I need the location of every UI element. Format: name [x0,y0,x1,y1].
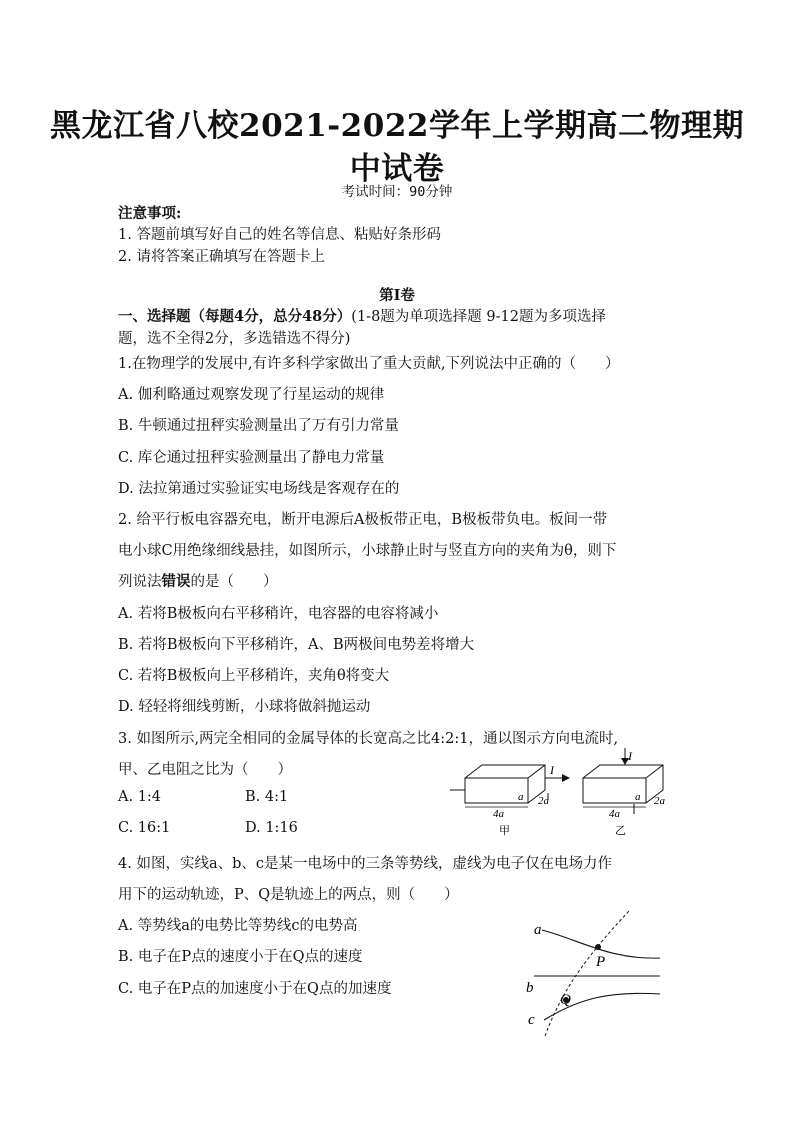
jia-label: 甲 [499,825,510,837]
q1-option-a: A. 伽利略通过观察发现了行星运动的规律 [118,387,385,403]
section-heading [118,305,606,326]
q3-stem-line2: 甲、乙电阻之比为（ ） [118,762,292,778]
q4-option-b: B. 电子在P点的速度小于在Q点的速度 [118,949,363,965]
q2-stem-post: 的是（ ） [190,574,278,590]
current-label: I [628,749,632,763]
page-title-line2: 中试卷 [349,151,445,187]
q2-option-a: A. 若将B极板向右平移稍许，电容器的电容将减小 [118,606,439,622]
q2-option-c: C. 若将B极板向上平移稍许，夹角θ将变大 [118,668,390,684]
label-p: P [596,954,606,970]
q4-option-a: A. 等势线a的电势比等势线c的电势高 [118,918,358,934]
q4-stem-line1: 4. 如图，实线a、b、c是某一电场中的三条等势线，虚线为电子仅在电场力作 [118,856,612,872]
length-label: 4a [609,808,620,820]
height-label: 2a [654,795,665,807]
note-item: 2. 请将答案正确填写在答题卡上 [118,249,325,265]
section-heading-line2: 题，选不全得2分，多选错选不得分) [118,331,351,347]
height-label: 2a [538,795,549,807]
q3-option-a: A. 1:4 [118,789,162,805]
trajectory [545,910,630,1036]
q1-option-b: B. 牛顿通过扭秤实验测量出了万有引力常量 [118,418,399,434]
q2-stem-line3 [118,570,278,591]
current-label: I [550,763,554,777]
q2-option-b: B. 若将B极板向下平移稍许，A、B两极间电势差将增大 [118,637,475,653]
q3-option-d: D. 1:16 [245,820,298,836]
q2-stem-line1: 2. 给平行板电容器充电，断开电源后A极板带正电，B极板带负电。板间一带 [118,512,608,528]
notes-heading: 注意事项: [118,205,182,222]
length-label: 4a [493,808,504,820]
q4-figure [520,908,670,1038]
q3-stem-line1: 3. 如图所示,两完全相同的金属导体的长宽高之比4:2:1，通以图示方向电流时, [118,731,619,747]
q4-option-c: C. 电子在P点的加速度小于在Q点的加速度 [118,981,392,997]
q1-option-d: D. 法拉第通过实验证实电场线是客观存在的 [118,481,400,497]
point-p [595,944,601,950]
label-b: b [526,980,534,996]
section-heading-rest: (1-8题为单项选择题 9-12题为多项选择 [351,309,606,325]
q2-stem-line2: 电小球C用绝缘细线悬挂，如图所示，小球静止时与竖直方向的夹角为θ，则下 [118,543,617,559]
q2-stem-emphasis: 错误 [161,573,191,590]
q4-stem-line2: 用下的运动轨迹，P、Q是轨迹上的两点，则（ ） [118,887,459,903]
label-a: a [534,922,542,938]
volume-label: 第I卷 [379,287,415,304]
yi-label: 乙 [615,825,626,837]
q2-stem-pre: 列说法 [118,574,162,590]
page-title-line1: 黑龙江省八校2021-2022学年上学期高二物理期 [50,108,744,144]
section-heading-bold: 一、选择题（每题4分，总分48分） [118,308,352,325]
label-c: c [528,1012,535,1028]
note-item: 1. 答题前填写好自己的姓名等信息、粘贴好条形码 [118,227,441,243]
q3-option-c: C. 16:1 [118,820,171,836]
q3-figure [450,748,690,838]
exam-time: 考试时间：90分钟 [341,184,453,200]
label-q: Q [560,992,571,1008]
q2-option-d: D. 轻轻将细线剪断，小球将做斜抛运动 [118,699,371,715]
width-label: a [635,791,641,803]
q1-option-c: C. 库仑通过扭秤实验测量出了静电力常量 [118,450,385,466]
q1-stem: 1.在物理学的发展中,有许多科学家做出了重大贡献,下列说法中正确的（ ） [118,356,620,372]
width-label: a [518,791,524,803]
q3-option-b: B. 4:1 [245,789,289,805]
